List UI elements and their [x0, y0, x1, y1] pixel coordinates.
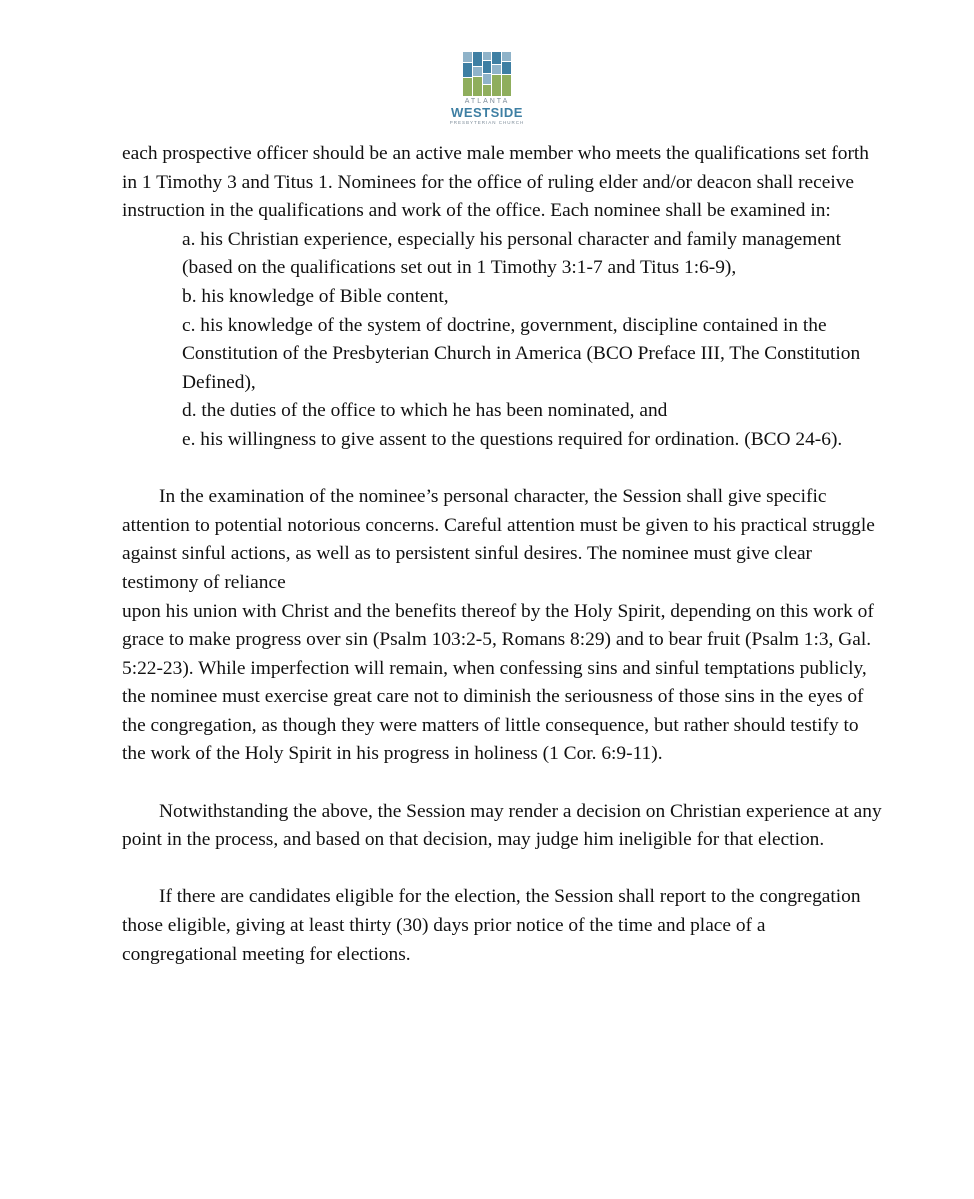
character-paragraph-continued: upon his union with Christ and the benefits thereof by the Holy Spirit, depending on this work of grace to make progress over sin (Psalm 103:2-5, Romans 8:29) and to bear fruit (Psalm 1:3, Gal. 5:22-23). While imperfection will remain, when confessing sins and sinful temptations publicly, the nominee must exercise great care not to diminish the seriousness of those sins in the eyes of the congregation, as though they were matters of little consequence, but rather should testify to the work of the Holy Spirit in his progress in holiness (1 Cor. 6:9-11). [122, 600, 874, 765]
logo-subtitle: PRESBYTERIAN CHURCH [449, 120, 525, 125]
logo-mark-icon [463, 52, 511, 96]
list-item: c. his knowledge of the system of doctrine, government, discipline contained in the Constitution of the Presbyterian Church in America (BCO Preface III, The Constitution Defined), [182, 314, 861, 393]
list-item: a. his Christian experience, especially his personal character and family management (based on the qualifications set out in 1 Timothy 3:1-7 and Titus 1:6-9), [182, 228, 842, 279]
examination-list [122, 226, 882, 455]
list-item: b. his knowledge of Bible content, [182, 285, 449, 307]
list-item: d. the duties of the office to which he has been nominated, and [182, 400, 668, 422]
list-item: e. his willingness to give assent to the questions required for ordination. (BCO 24-6). [182, 428, 843, 450]
candidates-paragraph: If there are candidates eligible for the election, the Session shall report to the congregation those eligible, giving at least thirty (30) days prior notice of the time and place of a congregational meeting for elections. [122, 886, 861, 965]
logo-city: ATLANTA [464, 98, 510, 105]
spacer [122, 855, 882, 884]
spacer [122, 455, 882, 484]
document-body [122, 140, 882, 969]
logo-name: WESTSIDE [451, 105, 523, 120]
character-paragraph: In the examination of the nominee’s personal character, the Session shall give specific attention to potential notorious concerns. Careful attention must be given to his practical struggle against sinful actions, as well as to persistent sinful desires. The nominee must give clear testimony of reliance [122, 486, 875, 593]
intro-paragraph: each prospective officer should be an active male member who meets the qualifications set forth in 1 Timothy 3 and Titus 1. Nominees for the office of ruling elder and/or deacon shall receive instruction in the qualifications and work of the office. Each nominee shall be examined in: [122, 143, 869, 222]
spacer [122, 769, 882, 798]
notwithstanding-paragraph: Notwithstanding the above, the Session may render a decision on Christian experience at any point in the process, and based on that decision, may judge him ineligible for that election. [122, 800, 882, 851]
church-logo [446, 52, 528, 132]
